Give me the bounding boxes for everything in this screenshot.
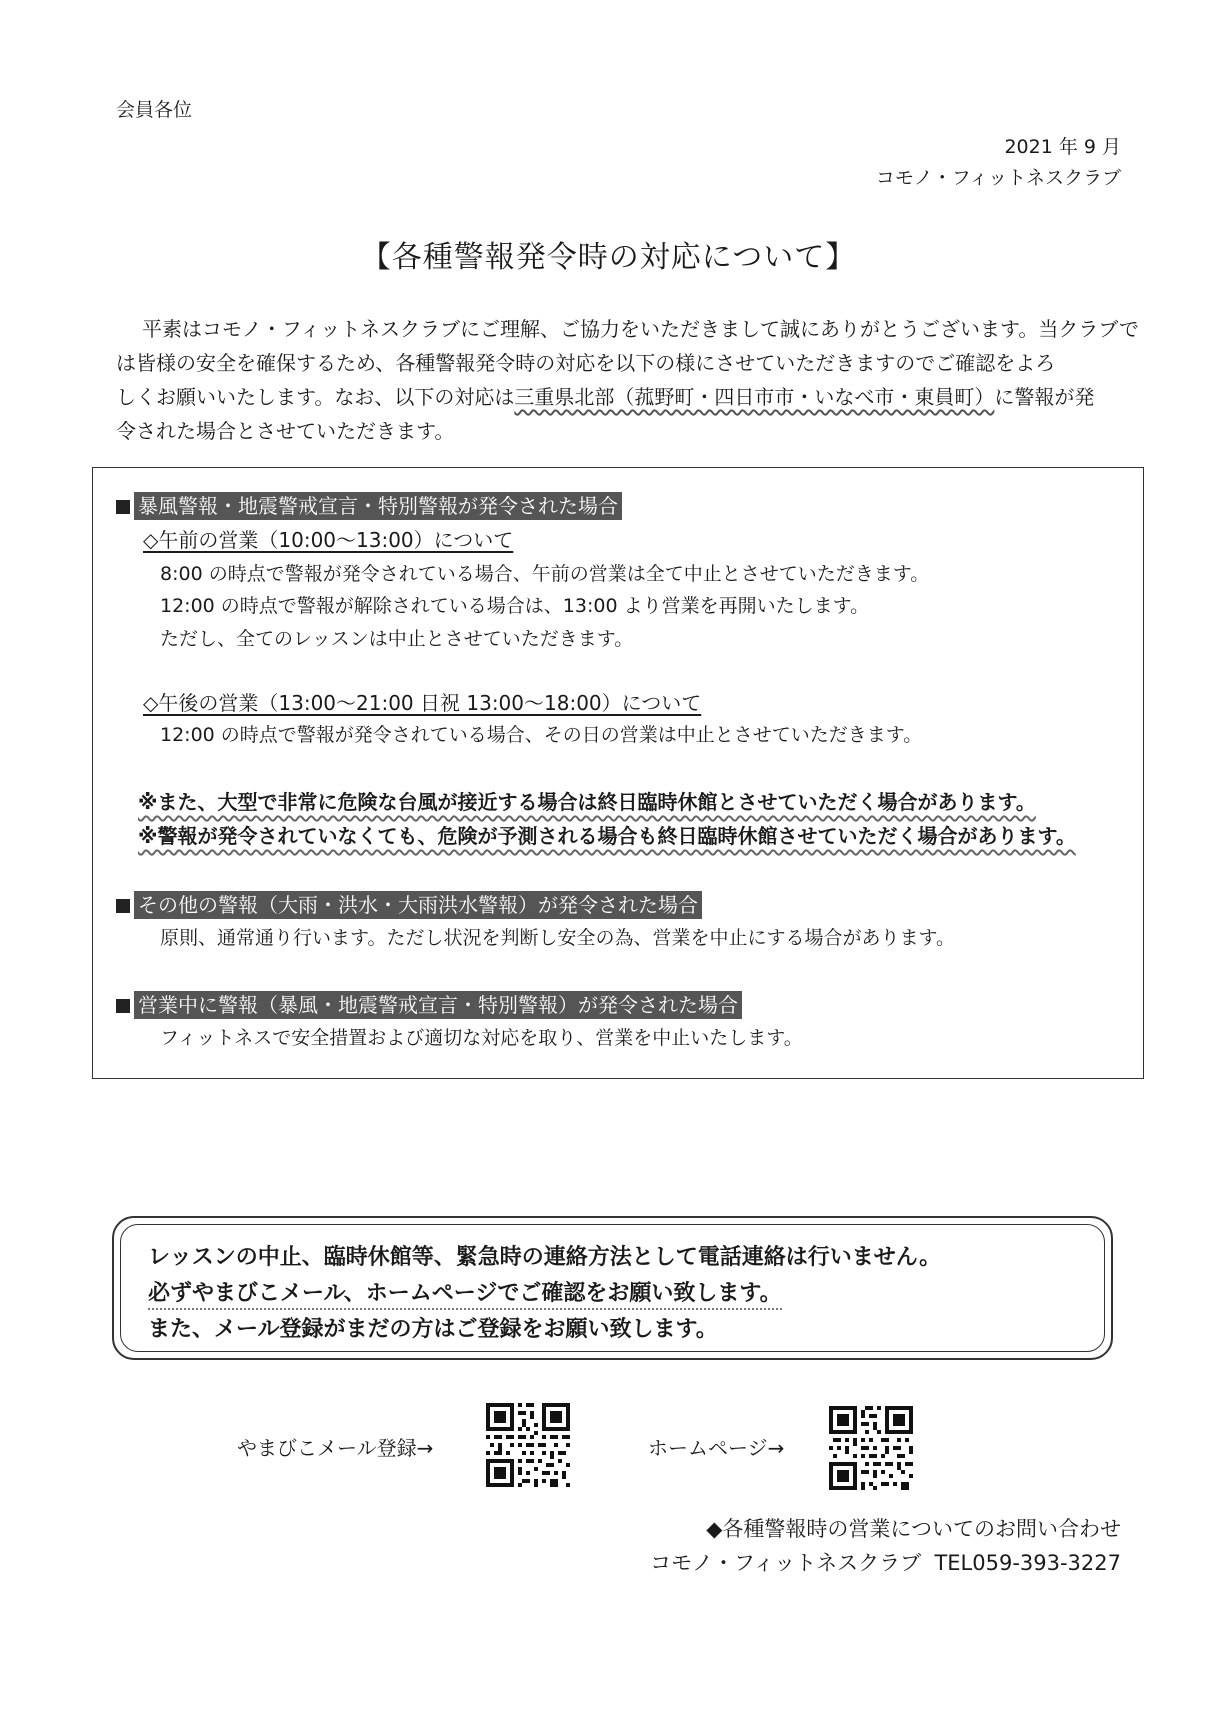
section3-line: フィットネスで安全措置および適切な対応を取り、営業を中止いたします。 <box>160 1027 803 1049</box>
target-area: 三重県北部（菰野町・四日市市・いなべ市・東員町） <box>514 385 995 409</box>
danger-note: ※警報が発令されていなくても、危険が予測される場合も終日臨時休館させていただく場合があります。 <box>138 824 1076 848</box>
square-bullet-icon <box>116 899 130 913</box>
notice-line-3: また、メール登録がまだの方はご登録をお願い致します。 <box>148 1317 718 1342</box>
section2-heading: その他の警報（大雨・洪水・大雨洪水警報）が発令された場合 <box>116 889 702 918</box>
morning-line-2: 12:00 の時点で警報が解除されている場合は、13:00 より営業を再開いたします。 <box>160 595 870 617</box>
organization-name: コモノ・フィットネスクラブ <box>875 167 1121 189</box>
contact-tel[interactable]: TEL059-393-3227 <box>934 1551 1121 1575</box>
homepage-qr-code-icon[interactable] <box>829 1406 913 1490</box>
inquiry-heading: ◆各種警報時の営業についてのお問い合わせ <box>706 1517 1121 1541</box>
afternoon-line-1: 12:00 の時点で警報が発令されている場合、その日の営業は中止とさせていただきます。 <box>160 724 923 746</box>
morning-hours-heading: ◇午前の営業（10:00～13:00）について <box>143 528 514 552</box>
intro-paragraph <box>116 312 1139 448</box>
section1-heading: 暴風警報・地震警戒宣言・特別警報が発令された場合 <box>116 490 622 519</box>
notice-line-1: レッスンの中止、臨時休館等、緊急時の連絡方法として電話連絡は行いません。 <box>148 1245 942 1270</box>
page-title: 【各種警報発令時の対応について】 <box>360 240 857 275</box>
intro-line-2: は皆様の安全を確保するため、各種警報発令時の対応を以下の様にさせていただきますのでご確認をよろ <box>116 351 1056 375</box>
notice-line-2: 必ずやまびこメール、ホームページでご確認をお願い致します。 <box>148 1276 782 1307</box>
afternoon-hours-heading: ◇午後の営業（13:00～21:00 日祝 13:00～18:00）について <box>143 691 702 715</box>
intro-line-3 <box>116 380 1126 414</box>
morning-line-3: ただし、全てのレッスンは中止とさせていただきます。 <box>160 628 634 650</box>
morning-line-1: 8:00 の時点で警報が発令されている場合、午前の営業は全て中止とさせていただきます。 <box>160 563 930 585</box>
section3-heading: 営業中に警報（暴風・地震警戒宣言・特別警報）が発令された場合 <box>116 989 742 1018</box>
typhoon-note: ※また、大型で非常に危険な台風が接近する場合は終日臨時休館とさせていただく場合があります。 <box>138 790 1036 814</box>
contact-method-notice <box>112 1216 1113 1360</box>
contact-info <box>650 1547 1121 1577</box>
mail-qr-code-icon[interactable] <box>486 1403 570 1487</box>
square-bullet-icon <box>116 999 130 1013</box>
section2-line: 原則、通常通り行います。ただし状況を判断し安全の為、営業を中止にする場合があります。 <box>160 927 955 949</box>
intro-line-1: 平素はコモノ・フィットネスクラブにご理解、ご協力をいただきまして誠にありがとうございます。当クラブで <box>142 317 1139 341</box>
contact-org: コモノ・フィットネスクラブ <box>650 1551 922 1575</box>
square-bullet-icon <box>116 500 130 514</box>
mail-registration-label: やまびこメール登録→ <box>237 1436 434 1460</box>
issue-date: 2021 年 9 月 <box>1004 136 1121 158</box>
intro-line-3a: しくお願いいたします。なお、以下の対応は <box>116 385 515 409</box>
intro-line-3b: に警報が発 <box>994 385 1095 409</box>
homepage-label: ホームページ→ <box>648 1436 785 1460</box>
addressee: 会員各位 <box>116 99 193 121</box>
intro-line-4: 令された場合とさせていただきます。 <box>116 419 455 443</box>
